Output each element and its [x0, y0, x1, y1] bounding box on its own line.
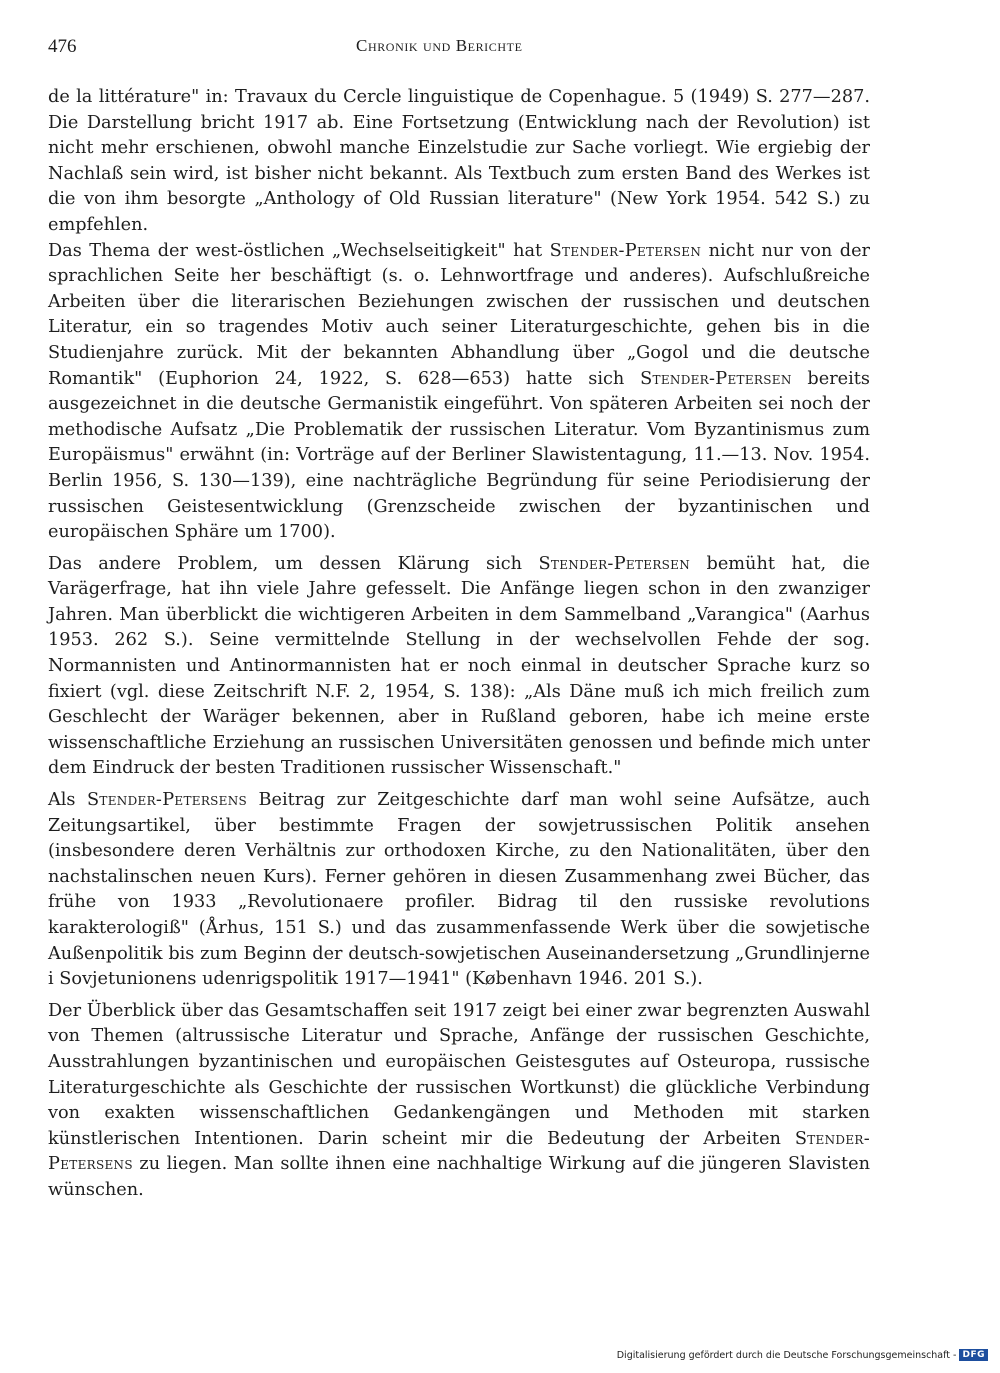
paragraph-text: de la littérature" in: Travaux du Cercle linguistique de Copenhague. 5 (1949) S. 277—287. Die Darstellung bricht 1917 ab. Eine Fortsetzung (Entwicklung nach der Revolution) ist nicht mehr erschienen, obwohl manche Einzelstudie zur Sache vorliegt. Wie ergiebig der Nachlaß sein wird, ist bisher nicht bekannt. Als Textbuch zum ersten Band des Werkes ist die von ihm besorgte „Anthology of Old Russian literature" (New York 1954. 542 S.) zu empfehlen.	[48, 87, 870, 235]
author-name: Stender-Petersens	[48, 1128, 870, 1175]
article-body	[48, 85, 870, 1204]
paragraph-text: bemüht hat, die Varägerfrage, hat ihn viele Jahre gefesselt. Die Anfänge liegen schon in den zwanziger Jahren. Man überblickt die wichtigeren Arbeiten in dem Sammelband „Varangica" (Aarhus 1953. 262 S.). Seine vermittelnde Stellung in der wechselvollen Fehde der sog. Normannisten und Antinormannisten hat er noch einmal in deutscher Sprache kurz so fixiert (vgl. diese Zeitschrift N.F. 2, 1954, S. 138): „Als Däne muß ich mich freilich zum Geschlecht der Waräger bekennen, aber in Rußland geboren, habe ich meine erste wissenschaftliche Erziehung an russischen Universitäten genossen und befinde mich unter dem Eindruck der besten Traditionen russischer Wissenschaft."	[48, 553, 870, 779]
paragraph-text: nicht nur von der sprachlichen Seite her beschäftigt (s. o. Lehnwortfrage und anderes). Aufschlußreiche Arbeiten über die literarischen Beziehungen zwischen der russischen und deutschen Literatur, ein so tragendes Motiv auch seiner Literaturgeschichte, gehen bis in die Studienjahre zurück. Mit der bekannten Abhandlung über „Gogol und die deutsche Romantik" (Euphorion 24, 1922, S. 628—653) hatte sich	[48, 240, 870, 389]
author-name: Stender-Petersen	[549, 240, 702, 261]
author-name: Stender-Petersen	[640, 368, 792, 389]
paragraph-text: bereits ausgezeichnet in die deutsche Germanistik eingeführt. Von späteren Arbeiten sei noch der methodische Aufsatz „Die Problematik der russischen Literatur. Vom Byzantinismus zum Europäismus" erwähnt (in: Vorträge auf der Berliner Slawistentagung, 11.—13. Nov. 1954. Berlin 1956, S. 130—139), eine nachträgliche Begründung für seine Periodisierung der russischen Geistesentwicklung (Grenzscheide zwischen der byzantinischen und europäischen Sphäre um 1700).	[48, 368, 870, 543]
author-name: Stender-Petersen	[538, 553, 691, 574]
paragraph	[48, 239, 870, 546]
paragraph-text: Beitrag zur Zeitgeschichte darf man wohl seine Aufsätze, auch Zeitungsartikel, über bestimmte Fragen der sowjetrussischen Politik ansehen (insbesondere deren Verhältnis zur orthodoxen Kirche, zu den Nationalitäten, über den nachstalinschen neuen Kurs). Ferner gehören in diesen Zusammenhang zwei Bücher, das frühe von 1933 „Revolutionaere profiler. Bidrag til den russiske revolutions karakterologiß" (Århus, 151 S.) und das zusammenfassende Werk über die sowjetische Außenpolitik bis zum Beginn der deutsch-sowjetischen Auseinandersetzung „Grundlinjerne i Sovjetunionens udenrigspolitik 1917—1941" (København 1946. 201 S.).	[48, 790, 871, 990]
paragraph	[48, 788, 870, 993]
paragraph-text: Als	[48, 790, 88, 811]
digitization-credit	[617, 1349, 988, 1361]
dfg-logo-icon: DFG	[959, 1349, 988, 1361]
credit-text: Digitalisierung gefördert durch die Deutsche Forschungsgemeinschaft -	[616, 1349, 957, 1361]
paragraph-text: Das andere Problem, um dessen Klärung sich	[48, 553, 539, 574]
page-header	[48, 36, 870, 60]
paragraph	[48, 999, 870, 1204]
paragraph	[48, 85, 870, 239]
page-number: 476	[48, 36, 77, 57]
paragraph	[48, 552, 870, 782]
running-title: Chronik und Berichte	[356, 36, 523, 55]
author-name: Stender-Petersens	[87, 790, 248, 811]
paragraph-text: Der Überblick über das Gesamtschaffen seit 1917 zeigt bei einer zwar begrenzten Auswahl von Themen (altrussische Literatur und Sprache, Anfänge der russischen Geschichte, Ausstrahlungen byzantinischen und europäischen Geistesgutes auf Osteuropa, russische Literaturgeschichte als Geschichte der russischen Wortkunst) die glückliche Verbindung von exakten wissenschaftlichen Gedankengängen und Methoden mit starken künstlerischen Intentionen. Darin scheint mir die Bedeutung der Arbeiten	[48, 1000, 870, 1149]
paragraph-text: Das Thema der west-östlichen „Wechselseitigkeit" hat	[48, 240, 550, 261]
paragraph-text: zu liegen. Man sollte ihnen eine nachhaltige Wirkung auf die jüngeren Slavisten wünschen.	[48, 1154, 870, 1200]
